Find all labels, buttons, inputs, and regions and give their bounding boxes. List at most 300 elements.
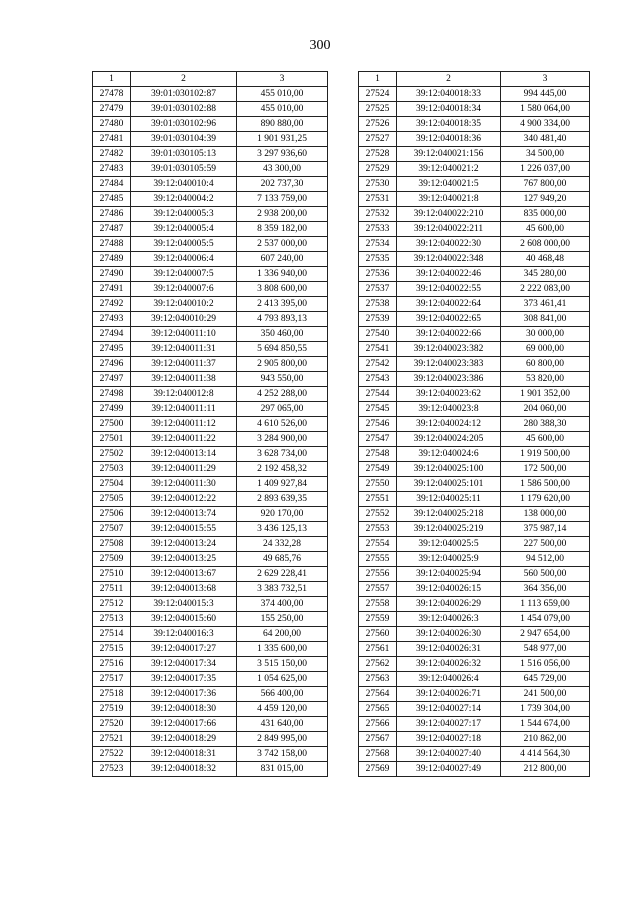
cadastral-number-cell: 39:12:040022:30	[397, 237, 501, 252]
cadastral-number-cell: 39:12:040010:29	[131, 312, 237, 327]
row-number-cell: 27537	[359, 282, 397, 297]
table-row	[359, 537, 590, 552]
value-cell: 1 544 674,00	[501, 717, 590, 732]
value-cell: 364 356,00	[501, 582, 590, 597]
cadastral-number-cell: 39:12:040013:68	[131, 582, 237, 597]
value-cell: 1 919 500,00	[501, 447, 590, 462]
table-row	[93, 432, 328, 447]
row-number-cell: 27515	[93, 642, 131, 657]
value-cell: 1 409 927,84	[237, 477, 328, 492]
value-cell: 560 500,00	[501, 567, 590, 582]
table-row	[93, 687, 328, 702]
row-number-cell: 27491	[93, 282, 131, 297]
value-cell: 4 793 893,13	[237, 312, 328, 327]
value-cell: 4 900 334,00	[501, 117, 590, 132]
value-cell: 350 460,00	[237, 327, 328, 342]
table-row	[93, 147, 328, 162]
table-row	[359, 237, 590, 252]
cadastral-number-cell: 39:12:040018:32	[131, 762, 237, 777]
value-cell: 241 500,00	[501, 687, 590, 702]
value-cell: 645 729,00	[501, 672, 590, 687]
value-cell: 2 413 395,00	[237, 297, 328, 312]
row-number-cell: 27547	[359, 432, 397, 447]
row-number-cell: 27527	[359, 132, 397, 147]
cadastral-number-cell: 39:12:040025:101	[397, 477, 501, 492]
value-cell: 2 947 654,00	[501, 627, 590, 642]
table-row	[359, 372, 590, 387]
cadastral-number-cell: 39:12:040013:74	[131, 507, 237, 522]
row-number-cell: 27553	[359, 522, 397, 537]
table-row	[359, 507, 590, 522]
value-cell: 1 335 600,00	[237, 642, 328, 657]
table-row	[359, 252, 590, 267]
cadastral-number-cell: 39:12:040025:5	[397, 537, 501, 552]
table-row	[359, 462, 590, 477]
cadastral-number-cell: 39:12:040005:3	[131, 207, 237, 222]
row-number-cell: 27557	[359, 582, 397, 597]
value-cell: 4 414 564,30	[501, 747, 590, 762]
row-number-cell: 27484	[93, 177, 131, 192]
table-row	[93, 117, 328, 132]
value-cell: 172 500,00	[501, 462, 590, 477]
cadastral-number-cell: 39:12:040024:6	[397, 447, 501, 462]
value-cell: 3 808 600,00	[237, 282, 328, 297]
row-number-cell: 27567	[359, 732, 397, 747]
row-number-cell: 27551	[359, 492, 397, 507]
row-number-cell: 27501	[93, 432, 131, 447]
row-number-cell: 27478	[93, 87, 131, 102]
table-row	[359, 717, 590, 732]
value-cell: 24 332,28	[237, 537, 328, 552]
table-row	[359, 447, 590, 462]
value-cell: 994 445,00	[501, 87, 590, 102]
row-number-cell: 27554	[359, 537, 397, 552]
value-cell: 280 388,30	[501, 417, 590, 432]
value-cell: 1 586 500,00	[501, 477, 590, 492]
cadastral-number-cell: 39:12:040025:94	[397, 567, 501, 582]
table-row	[359, 432, 590, 447]
cadastral-number-cell: 39:12:040007:6	[131, 282, 237, 297]
cadastral-number-cell: 39:12:040018:36	[397, 132, 501, 147]
table-row	[93, 582, 328, 597]
cadastral-number-cell: 39:01:030104:39	[131, 132, 237, 147]
table-row	[93, 372, 328, 387]
row-number-cell: 27550	[359, 477, 397, 492]
table-row	[93, 747, 328, 762]
row-number-cell: 27544	[359, 387, 397, 402]
registry-table-left	[92, 71, 328, 777]
table-row	[93, 477, 328, 492]
cadastral-number-cell: 39:12:040010:2	[131, 297, 237, 312]
table-row	[93, 627, 328, 642]
row-number-cell: 27480	[93, 117, 131, 132]
row-number-cell: 27539	[359, 312, 397, 327]
cadastral-number-cell: 39:12:040023:8	[397, 402, 501, 417]
row-number-cell: 27530	[359, 177, 397, 192]
row-number-cell: 27489	[93, 252, 131, 267]
row-number-cell: 27565	[359, 702, 397, 717]
cadastral-number-cell: 39:12:040010:4	[131, 177, 237, 192]
row-number-cell: 27566	[359, 717, 397, 732]
cadastral-number-cell: 39:12:040026:71	[397, 687, 501, 702]
value-cell: 94 512,00	[501, 552, 590, 567]
table-row	[359, 477, 590, 492]
row-number-cell: 27503	[93, 462, 131, 477]
value-cell: 1 454 079,00	[501, 612, 590, 627]
row-number-cell: 27499	[93, 402, 131, 417]
cadastral-number-cell: 39:12:040026:3	[397, 612, 501, 627]
cadastral-number-cell: 39:12:040026:30	[397, 627, 501, 642]
table-row	[359, 342, 590, 357]
cadastral-number-cell: 39:12:040017:34	[131, 657, 237, 672]
cadastral-number-cell: 39:12:040011:31	[131, 342, 237, 357]
value-cell: 3 628 734,00	[237, 447, 328, 462]
value-cell: 566 400,00	[237, 687, 328, 702]
cadastral-number-cell: 39:12:040018:29	[131, 732, 237, 747]
row-number-cell: 27555	[359, 552, 397, 567]
cadastral-number-cell: 39:12:040011:38	[131, 372, 237, 387]
table-row	[93, 552, 328, 567]
row-number-cell: 27505	[93, 492, 131, 507]
cadastral-number-cell: 39:12:040015:3	[131, 597, 237, 612]
table-row	[359, 552, 590, 567]
table-row	[93, 672, 328, 687]
row-number-cell: 27560	[359, 627, 397, 642]
registry-table-right	[358, 71, 590, 777]
table-row	[359, 162, 590, 177]
value-cell: 3 297 936,60	[237, 147, 328, 162]
value-cell: 2 537 000,00	[237, 237, 328, 252]
cadastral-number-cell: 39:12:040011:37	[131, 357, 237, 372]
cadastral-number-cell: 39:12:040021:5	[397, 177, 501, 192]
table-row	[359, 657, 590, 672]
row-number-cell: 27531	[359, 192, 397, 207]
row-number-cell: 27497	[93, 372, 131, 387]
cadastral-number-cell: 39:12:040022:65	[397, 312, 501, 327]
row-number-cell: 27540	[359, 327, 397, 342]
table-row	[359, 732, 590, 747]
row-number-cell: 27534	[359, 237, 397, 252]
cadastral-number-cell: 39:12:040004:2	[131, 192, 237, 207]
row-number-cell: 27526	[359, 117, 397, 132]
row-number-cell: 27483	[93, 162, 131, 177]
value-cell: 1 580 064,00	[501, 102, 590, 117]
row-number-cell: 27525	[359, 102, 397, 117]
table-row	[93, 567, 328, 582]
cadastral-number-cell: 39:12:040021:156	[397, 147, 501, 162]
table-row	[93, 447, 328, 462]
value-cell: 943 550,00	[237, 372, 328, 387]
value-cell: 548 977,00	[501, 642, 590, 657]
row-number-cell: 27487	[93, 222, 131, 237]
value-cell: 1 901 931,25	[237, 132, 328, 147]
cadastral-number-cell: 39:12:040017:27	[131, 642, 237, 657]
table-row	[93, 282, 328, 297]
row-number-cell: 27545	[359, 402, 397, 417]
row-number-cell: 27516	[93, 657, 131, 672]
table-row	[93, 222, 328, 237]
value-cell: 210 862,00	[501, 732, 590, 747]
table-row	[359, 567, 590, 582]
cadastral-number-cell: 39:12:040026:4	[397, 672, 501, 687]
table-row	[93, 312, 328, 327]
value-cell: 5 694 850,55	[237, 342, 328, 357]
cadastral-number-cell: 39:12:040024:205	[397, 432, 501, 447]
row-number-cell: 27508	[93, 537, 131, 552]
table-row	[93, 732, 328, 747]
value-cell: 40 468,48	[501, 252, 590, 267]
cadastral-number-cell: 39:01:030102:88	[131, 102, 237, 117]
row-number-cell: 27549	[359, 462, 397, 477]
value-cell: 890 880,00	[237, 117, 328, 132]
row-number-cell: 27562	[359, 657, 397, 672]
row-number-cell: 27507	[93, 522, 131, 537]
table-row	[359, 267, 590, 282]
row-number-cell: 27511	[93, 582, 131, 597]
row-number-cell: 27536	[359, 267, 397, 282]
table-row	[359, 312, 590, 327]
table-row	[359, 207, 590, 222]
column-header-3: 3	[501, 72, 590, 87]
cadastral-number-cell: 39:12:040013:24	[131, 537, 237, 552]
table-row	[93, 402, 328, 417]
value-cell: 227 500,00	[501, 537, 590, 552]
value-cell: 1 113 659,00	[501, 597, 590, 612]
row-number-cell: 27552	[359, 507, 397, 522]
row-number-cell: 27500	[93, 417, 131, 432]
value-cell: 1 179 620,00	[501, 492, 590, 507]
table-row	[359, 612, 590, 627]
row-number-cell: 27548	[359, 447, 397, 462]
cadastral-number-cell: 39:12:040011:29	[131, 462, 237, 477]
table-row	[93, 267, 328, 282]
cadastral-number-cell: 39:12:040026:31	[397, 642, 501, 657]
cadastral-number-cell: 39:12:040025:218	[397, 507, 501, 522]
row-number-cell: 27492	[93, 297, 131, 312]
cadastral-number-cell: 39:12:040022:46	[397, 267, 501, 282]
value-cell: 2 905 800,00	[237, 357, 328, 372]
row-number-cell: 27546	[359, 417, 397, 432]
table-row	[359, 492, 590, 507]
row-number-cell: 27519	[93, 702, 131, 717]
value-cell: 202 737,30	[237, 177, 328, 192]
table-row	[359, 192, 590, 207]
value-cell: 2 893 639,35	[237, 492, 328, 507]
table-row	[359, 597, 590, 612]
row-number-cell: 27561	[359, 642, 397, 657]
table-header-row	[93, 72, 328, 87]
row-number-cell: 27521	[93, 732, 131, 747]
table-row	[93, 537, 328, 552]
table-row	[359, 702, 590, 717]
cadastral-number-cell: 39:12:040011:10	[131, 327, 237, 342]
value-cell: 212 800,00	[501, 762, 590, 777]
row-number-cell: 27522	[93, 747, 131, 762]
cadastral-number-cell: 39:12:040013:67	[131, 567, 237, 582]
cadastral-number-cell: 39:01:030105:59	[131, 162, 237, 177]
row-number-cell: 27528	[359, 147, 397, 162]
value-cell: 831 015,00	[237, 762, 328, 777]
row-number-cell: 27556	[359, 567, 397, 582]
value-cell: 455 010,00	[237, 102, 328, 117]
value-cell: 4 252 288,00	[237, 387, 328, 402]
value-cell: 2 222 083,00	[501, 282, 590, 297]
value-cell: 1 226 037,00	[501, 162, 590, 177]
cadastral-number-cell: 39:01:030102:96	[131, 117, 237, 132]
table-row	[93, 102, 328, 117]
row-number-cell: 27542	[359, 357, 397, 372]
value-cell: 204 060,00	[501, 402, 590, 417]
value-cell: 767 800,00	[501, 177, 590, 192]
table-body-left	[93, 87, 328, 777]
cadastral-number-cell: 39:12:040025:11	[397, 492, 501, 507]
value-cell: 308 841,00	[501, 312, 590, 327]
row-number-cell: 27482	[93, 147, 131, 162]
value-cell: 455 010,00	[237, 87, 328, 102]
cadastral-number-cell: 39:12:040025:100	[397, 462, 501, 477]
value-cell: 2 192 458,32	[237, 462, 328, 477]
table-row	[93, 177, 328, 192]
value-cell: 3 383 732,51	[237, 582, 328, 597]
row-number-cell: 27493	[93, 312, 131, 327]
table-row	[359, 222, 590, 237]
value-cell: 431 640,00	[237, 717, 328, 732]
table-row	[359, 327, 590, 342]
value-cell: 3 742 158,00	[237, 747, 328, 762]
row-number-cell: 27486	[93, 207, 131, 222]
column-header-3: 3	[237, 72, 328, 87]
table-row	[93, 492, 328, 507]
row-number-cell: 27559	[359, 612, 397, 627]
table-row	[93, 207, 328, 222]
value-cell: 34 500,00	[501, 147, 590, 162]
cadastral-number-cell: 39:12:040022:348	[397, 252, 501, 267]
cadastral-number-cell: 39:12:040025:9	[397, 552, 501, 567]
value-cell: 7 133 759,00	[237, 192, 328, 207]
cadastral-number-cell: 39:12:040027:17	[397, 717, 501, 732]
table-row	[359, 417, 590, 432]
cadastral-number-cell: 39:12:040007:5	[131, 267, 237, 282]
cadastral-number-cell: 39:12:040018:33	[397, 87, 501, 102]
table-row	[359, 147, 590, 162]
table-row	[93, 387, 328, 402]
table-header-row	[359, 72, 590, 87]
table-row	[93, 192, 328, 207]
table-row	[359, 132, 590, 147]
value-cell: 1 901 352,00	[501, 387, 590, 402]
value-cell: 45 600,00	[501, 432, 590, 447]
table-row	[359, 522, 590, 537]
table-row	[93, 252, 328, 267]
table-row	[359, 402, 590, 417]
row-number-cell: 27523	[93, 762, 131, 777]
table-row	[93, 522, 328, 537]
value-cell: 3 436 125,13	[237, 522, 328, 537]
table-row	[93, 87, 328, 102]
cadastral-number-cell: 39:12:040023:382	[397, 342, 501, 357]
value-cell: 155 250,00	[237, 612, 328, 627]
value-cell: 607 240,00	[237, 252, 328, 267]
value-cell: 374 400,00	[237, 597, 328, 612]
cadastral-number-cell: 39:12:040006:4	[131, 252, 237, 267]
row-number-cell: 27495	[93, 342, 131, 357]
row-number-cell: 27512	[93, 597, 131, 612]
cadastral-number-cell: 39:12:040022:64	[397, 297, 501, 312]
table-row	[93, 417, 328, 432]
value-cell: 375 987,14	[501, 522, 590, 537]
row-number-cell: 27504	[93, 477, 131, 492]
value-cell: 4 459 120,00	[237, 702, 328, 717]
value-cell: 49 685,76	[237, 552, 328, 567]
table-row	[93, 612, 328, 627]
cadastral-number-cell: 39:12:040022:55	[397, 282, 501, 297]
value-cell: 1 054 625,00	[237, 672, 328, 687]
table-row	[359, 297, 590, 312]
row-number-cell: 27488	[93, 237, 131, 252]
row-number-cell: 27538	[359, 297, 397, 312]
value-cell: 1 739 304,00	[501, 702, 590, 717]
value-cell: 138 000,00	[501, 507, 590, 522]
table-row	[93, 342, 328, 357]
cadastral-number-cell: 39:01:030102:87	[131, 87, 237, 102]
cadastral-number-cell: 39:12:040026:15	[397, 582, 501, 597]
cadastral-number-cell: 39:12:040015:55	[131, 522, 237, 537]
table-row	[359, 582, 590, 597]
cadastral-number-cell: 39:12:040021:2	[397, 162, 501, 177]
table-row	[93, 327, 328, 342]
value-cell: 3 284 900,00	[237, 432, 328, 447]
table-body-right	[359, 87, 590, 777]
cadastral-number-cell: 39:12:040018:34	[397, 102, 501, 117]
table-row	[359, 762, 590, 777]
value-cell: 345 280,00	[501, 267, 590, 282]
row-number-cell: 27529	[359, 162, 397, 177]
cadastral-number-cell: 39:12:040024:12	[397, 417, 501, 432]
table-row	[359, 672, 590, 687]
cadastral-number-cell: 39:12:040026:29	[397, 597, 501, 612]
value-cell: 45 600,00	[501, 222, 590, 237]
row-number-cell: 27496	[93, 357, 131, 372]
value-cell: 2 608 000,00	[501, 237, 590, 252]
cadastral-number-cell: 39:12:040027:49	[397, 762, 501, 777]
value-cell: 64 200,00	[237, 627, 328, 642]
cadastral-number-cell: 39:12:040016:3	[131, 627, 237, 642]
cadastral-number-cell: 39:12:040018:30	[131, 702, 237, 717]
cadastral-number-cell: 39:12:040023:383	[397, 357, 501, 372]
value-cell: 1 336 940,00	[237, 267, 328, 282]
value-cell: 69 000,00	[501, 342, 590, 357]
row-number-cell: 27513	[93, 612, 131, 627]
value-cell: 3 515 150,00	[237, 657, 328, 672]
value-cell: 2 849 995,00	[237, 732, 328, 747]
cadastral-number-cell: 39:12:040026:32	[397, 657, 501, 672]
column-header-2: 2	[131, 72, 237, 87]
value-cell: 297 065,00	[237, 402, 328, 417]
column-header-1: 1	[359, 72, 397, 87]
cadastral-number-cell: 39:12:040017:36	[131, 687, 237, 702]
value-cell: 2 629 228,41	[237, 567, 328, 582]
row-number-cell: 27533	[359, 222, 397, 237]
cadastral-number-cell: 39:12:040011:22	[131, 432, 237, 447]
value-cell: 43 300,00	[237, 162, 328, 177]
row-number-cell: 27510	[93, 567, 131, 582]
cadastral-number-cell: 39:12:040022:66	[397, 327, 501, 342]
page-number: 300	[309, 38, 331, 53]
table-row	[93, 462, 328, 477]
table-row	[359, 357, 590, 372]
table-row	[93, 642, 328, 657]
row-number-cell: 27481	[93, 132, 131, 147]
